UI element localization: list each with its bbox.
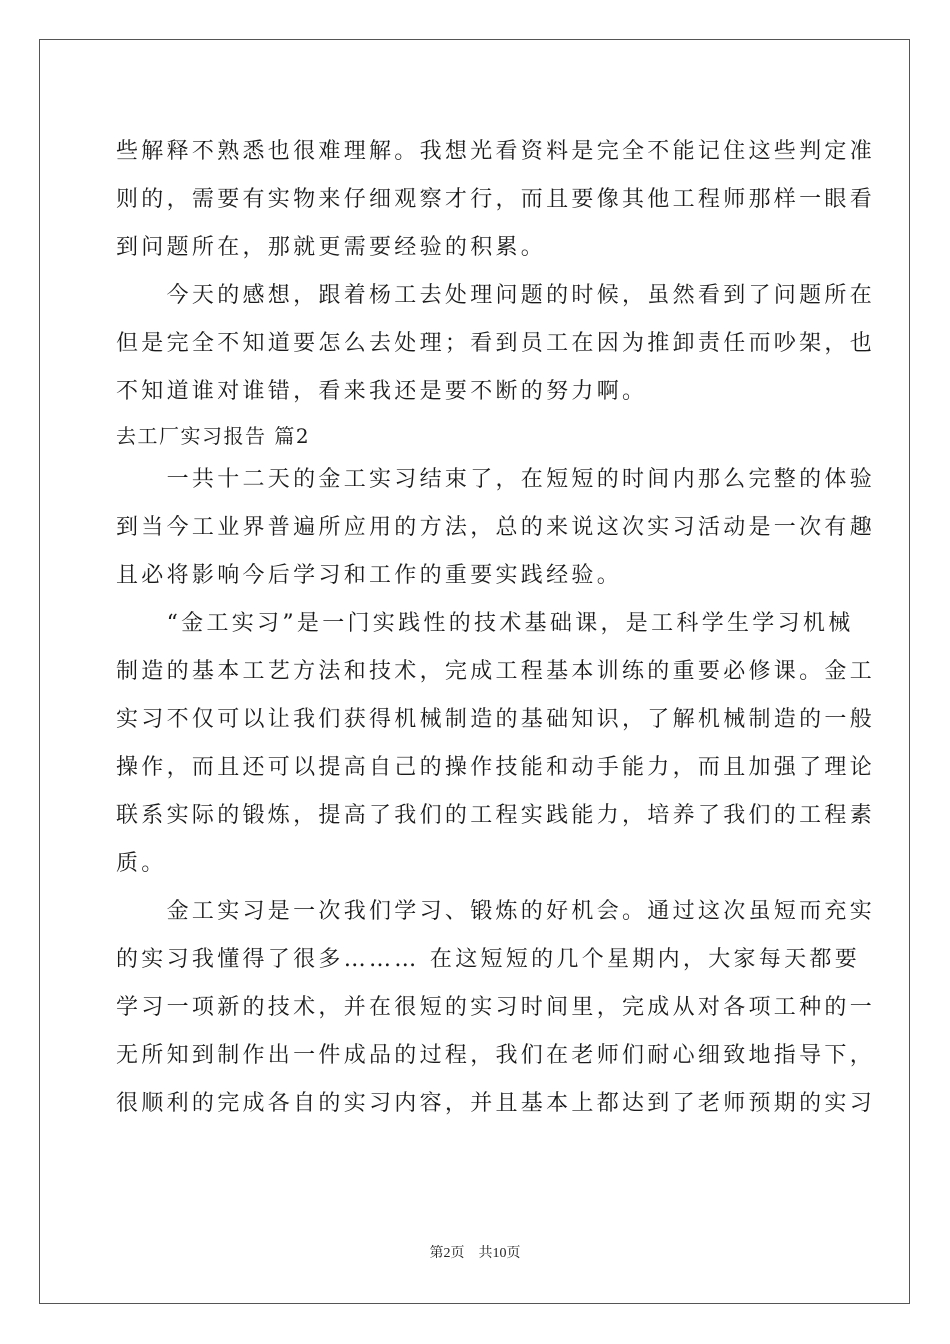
text-line: 到当今工业界普遍所应用的方法，总的来说这次实习活动是一次有趣 [116,515,876,540]
text-line: 不知道谁对谁错，看来我还是要不断的努力啊。 [116,379,648,404]
text-line: 但是完全不知道要怎么去处理；看到员工在因为推卸责任而吵架，也 [116,331,876,356]
text-line: 制造的基本工艺方法和技术，完成工程基本训练的重要必修课。金工 [116,659,876,684]
section-heading: 去工厂实习报告 篇2 [116,424,311,448]
text-line: 联系实际的锻炼，提高了我们的工程实践能力，培养了我们的工程素 [116,803,876,828]
text-line: 实习不仅可以让我们获得机械制造的基础知识，了解机械制造的一般 [116,707,876,732]
document-body [116,128,876,1128]
text-line: 操作，而且还可以提高自己的操作技能和动手能力，而且加强了理论 [116,755,876,780]
text-line: 到问题所在，那就更需要经验的积累。 [116,235,547,260]
text-line: 学习一项新的技术，并在很短的实习时间里，完成从对各项工种的一 [116,995,876,1020]
text-line: “金工实习”是一门实践性的技术基础课，是工科学生学习机械 [116,611,854,636]
page-number: 第2页 共10页 [429,1246,521,1261]
text-line: 些解释不熟悉也很难理解。我想光看资料是完全不能记住这些判定准 [116,139,876,164]
text-line: 金工实习是一次我们学习、锻炼的好机会。通过这次虽短而充实 [116,899,876,924]
text-line: 则的，需要有实物来仔细观察才行，而且要像其他工程师那样一眼看 [116,187,876,212]
text-line: 一共十二天的金工实习结束了，在短短的时间内那么完整的体验 [116,467,876,492]
text-line: 今天的感想，跟着杨工去处理问题的时候，虽然看到了问题所在 [116,283,876,308]
text-line: 质。 [116,851,167,876]
text-line: 无所知到制作出一件成品的过程，我们在老师们耐心细致地指导下， [116,1043,876,1068]
text-line: 的实习我懂得了很多……… 在这短短的几个星期内，大家每天都要 [116,947,860,972]
text-line: 很顺利的完成各自的实习内容，并且基本上都达到了老师预期的实习 [116,1091,876,1116]
text-line: 且必将影响今后学习和工作的重要实践经验。 [116,563,623,588]
